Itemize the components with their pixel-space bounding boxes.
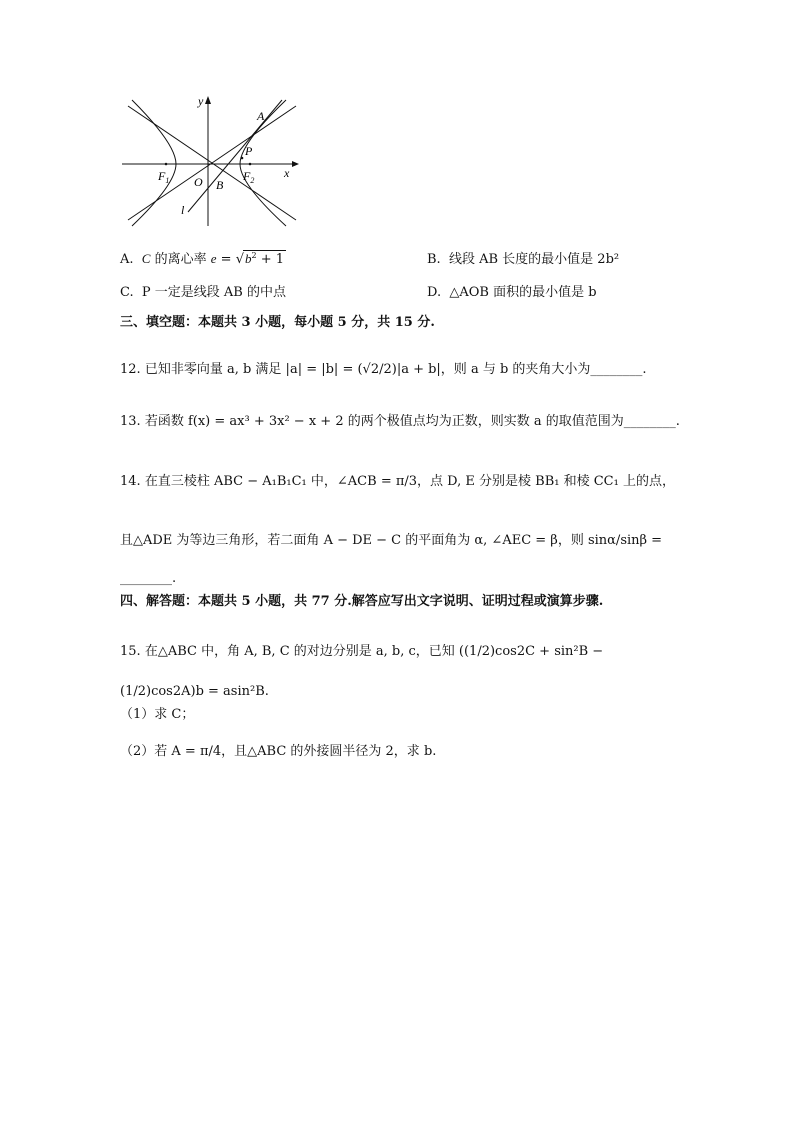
- option-b-text: 线段 AB 长度的最小值是 2b²: [448, 252, 620, 267]
- option-b-letter: B.: [427, 252, 441, 267]
- option-c-letter: C.: [120, 285, 134, 300]
- question-13-number: 13.: [120, 414, 141, 429]
- question-13: [120, 403, 680, 441]
- focus-f2-point: [249, 163, 252, 166]
- question-15-stem: [120, 632, 680, 712]
- question-13-text: 若函数 f(x) = ax³ + 3x² − x + 2 的两个极值点均为正数，则实数 a 的取值范围为________.: [144, 414, 680, 429]
- section-4-heading: 四、解答题：本题共 5 小题，共 77 分.解答应写出文字说明、证明过程或演算步骤.: [120, 594, 604, 609]
- question-14-line-1: [120, 470, 675, 489]
- question-14-line1-text: 在直三棱柱 ABC − A₁B₁C₁ 中，∠ACB = π/3，点 D, E 分别是棱 BB₁ 和棱 CC₁ 上的点，: [144, 474, 675, 489]
- option-a-text: 的离心率: [150, 252, 207, 267]
- hyperbola-figure: [118, 92, 300, 228]
- question-15-number: 15.: [120, 644, 141, 659]
- label-p: P: [245, 144, 253, 158]
- question-15-stem-text: 在△ABC 中，角 A, B, C 的对边分别是 a, b, c，已知 ((1/2)cos2C + sin²B − (1/2)cos2A)b = asin²B.: [120, 644, 604, 699]
- question-12: [120, 358, 647, 377]
- option-b: [427, 248, 619, 267]
- question-14-number: 14.: [120, 474, 141, 489]
- option-a-formula-render: $e = √b^2 + 1$: [210, 251, 285, 267]
- option-a: [120, 248, 286, 267]
- label-x: x: [284, 166, 290, 180]
- question-15-part-1: （1）求 C；: [120, 707, 195, 722]
- label-o: O: [194, 175, 203, 189]
- label-f2: $F_2$: [243, 169, 255, 185]
- question-12-text: 已知非零向量 a, b 满足 |a| = |b| = (√2/2)|a + b|，则 a 与 b 的夹角大小为________.: [144, 362, 647, 377]
- focus-f1-point: [165, 163, 168, 166]
- question-12-number: 12.: [120, 362, 141, 377]
- option-a-symbol: C: [141, 251, 151, 266]
- option-d: [427, 281, 597, 300]
- option-c-text: P 一定是线段 AB 的中点: [141, 285, 286, 300]
- label-f1: $F_1$: [158, 169, 170, 185]
- label-a: A: [257, 109, 265, 123]
- label-l: l: [181, 203, 185, 217]
- label-b: B: [216, 178, 224, 192]
- option-d-text: △AOB 面积的最小值是 b: [449, 285, 597, 300]
- section-3-heading: 三、填空题：本题共 3 小题，每小题 5 分，共 15 分.: [120, 315, 435, 330]
- y-axis-arrow: [205, 96, 211, 104]
- label-y: y: [198, 94, 204, 108]
- option-c: [120, 281, 286, 300]
- question-14-line2-text: 且△ADE 为等边三角形，若二面角 A − DE − C 的平面角为 α, ∠AEC = β，则 sinα/sinβ = ________.: [120, 533, 663, 586]
- option-a-letter: A.: [120, 252, 134, 267]
- x-axis-arrow: [292, 161, 299, 167]
- option-d-letter: D.: [427, 285, 442, 300]
- question-14-line-2: [120, 522, 680, 598]
- question-15-part-2: （2）若 A = π/4，且△ABC 的外接圆半径为 2，求 b.: [120, 744, 437, 759]
- point-p: [241, 157, 244, 160]
- hyperbola-left-branch: [132, 100, 176, 226]
